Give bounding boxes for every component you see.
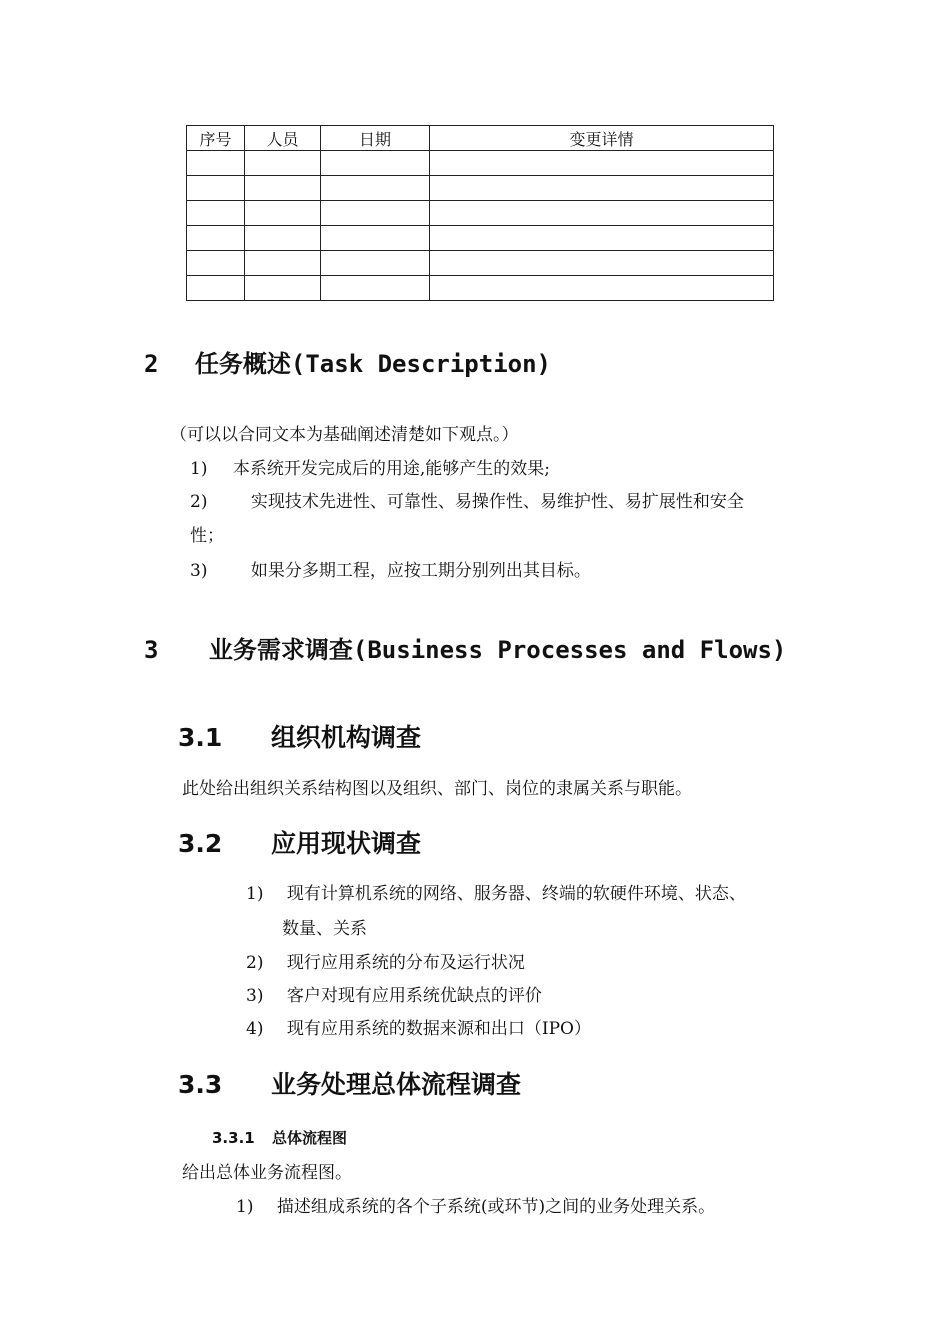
list-item bbox=[190, 560, 591, 582]
list-item bbox=[246, 952, 525, 974]
header-seq: 序号 bbox=[187, 126, 245, 151]
table-row bbox=[187, 226, 774, 251]
table-cell bbox=[187, 151, 245, 176]
header-date: 日期 bbox=[321, 126, 430, 151]
table-row bbox=[187, 176, 774, 201]
list-item-text: 如果分多期工程，应按工期分别列出其目标。 bbox=[250, 561, 591, 581]
section-3-title: 业务需求调查(Business Processes and Flows) bbox=[208, 636, 787, 664]
list-item-continuation: 性； bbox=[190, 526, 224, 546]
table-cell bbox=[245, 151, 321, 176]
list-item-number: 1) bbox=[190, 459, 208, 479]
section-3-3-1-heading bbox=[212, 1127, 347, 1148]
list-item-text: 现有计算机系统的网络、服务器、终端的软硬件环境、状态、 bbox=[286, 884, 746, 904]
section-3-2-number: 3.2 bbox=[178, 829, 223, 858]
section-3-3-heading bbox=[178, 1065, 521, 1101]
section-3-1-heading bbox=[178, 718, 421, 754]
list-item-number: 2) bbox=[246, 953, 264, 973]
list-item bbox=[246, 1018, 591, 1040]
section-3-3-1-title: 总体流程图 bbox=[271, 1129, 347, 1147]
change-log-table bbox=[186, 125, 774, 301]
list-item bbox=[190, 491, 744, 513]
table-row bbox=[187, 201, 774, 226]
table-cell bbox=[187, 251, 245, 276]
table-row bbox=[187, 151, 774, 176]
section-3-3-title: 业务处理总体流程调查 bbox=[271, 1070, 522, 1099]
section-3-2-heading bbox=[178, 824, 421, 860]
list-item-number: 1) bbox=[246, 884, 264, 904]
list-item-text: 现有应用系统的数据来源和出口（IPO） bbox=[286, 1019, 591, 1039]
table-cell bbox=[187, 201, 245, 226]
header-person: 人员 bbox=[245, 126, 321, 151]
table-cell bbox=[321, 201, 430, 226]
list-item-number: 3) bbox=[190, 561, 208, 581]
list-item-continuation: 数量、关系 bbox=[282, 919, 367, 939]
section-3-number: 3 bbox=[144, 636, 159, 664]
table-cell bbox=[430, 251, 774, 276]
list-item-text: 实现技术先进性、可靠性、易操作性、易维护性、易扩展性和安全 bbox=[250, 492, 744, 512]
table-cell bbox=[430, 201, 774, 226]
table-cell bbox=[321, 176, 430, 201]
list-item-text: 现行应用系统的分布及运行状况 bbox=[286, 953, 525, 973]
section-3-1-title: 组织机构调查 bbox=[271, 723, 422, 752]
table-header-row bbox=[187, 126, 774, 151]
section-3-3-1-number: 3.3.1 bbox=[212, 1129, 255, 1147]
section-2-heading bbox=[144, 344, 551, 379]
list-item-number: 4) bbox=[246, 1019, 264, 1039]
table-cell bbox=[245, 201, 321, 226]
list-item bbox=[190, 458, 550, 480]
table-cell bbox=[321, 251, 430, 276]
table-cell bbox=[430, 276, 774, 301]
list-item-text: 客户对现有应用系统优缺点的评价 bbox=[286, 986, 542, 1006]
table-cell bbox=[321, 276, 430, 301]
section-3-3-number: 3.3 bbox=[178, 1070, 223, 1099]
table-cell bbox=[430, 226, 774, 251]
list-item bbox=[236, 1196, 715, 1218]
section-3-1-number: 3.1 bbox=[178, 723, 223, 752]
table-cell bbox=[187, 276, 245, 301]
list-item bbox=[246, 883, 746, 905]
section-2-number: 2 bbox=[144, 350, 159, 378]
table-cell bbox=[245, 251, 321, 276]
list-item-number: 1) bbox=[236, 1197, 254, 1217]
list-item-text: 本系统开发完成后的用途,能够产生的效果; bbox=[232, 459, 550, 479]
section-3-2-title: 应用现状调查 bbox=[271, 829, 422, 858]
table-cell bbox=[321, 151, 430, 176]
table-cell bbox=[321, 226, 430, 251]
table-cell bbox=[430, 151, 774, 176]
table-cell bbox=[187, 226, 245, 251]
section-3-1-text: 此处给出组织关系结构图以及组织、部门、岗位的隶属关系与职能。 bbox=[182, 779, 692, 799]
table-cell bbox=[245, 226, 321, 251]
section-2-title: 任务概述(Task Description) bbox=[194, 350, 551, 378]
table-cell bbox=[245, 176, 321, 201]
table-cell bbox=[187, 176, 245, 201]
list-item-number: 2) bbox=[190, 492, 208, 512]
list-item-text: 描述组成系统的各个子系统(或环节)之间的业务处理关系。 bbox=[276, 1197, 716, 1217]
section-3-3-1-text: 给出总体业务流程图。 bbox=[182, 1163, 352, 1183]
list-item bbox=[246, 985, 542, 1007]
list-item-number: 3) bbox=[246, 986, 264, 1006]
table-cell bbox=[245, 276, 321, 301]
section-3-heading bbox=[144, 630, 786, 665]
header-change-details: 变更详情 bbox=[430, 126, 774, 151]
section-2-note: （可以以合同文本为基础阐述清楚如下观点。） bbox=[170, 425, 519, 445]
table-cell bbox=[430, 176, 774, 201]
table-row bbox=[187, 276, 774, 301]
table-row bbox=[187, 251, 774, 276]
